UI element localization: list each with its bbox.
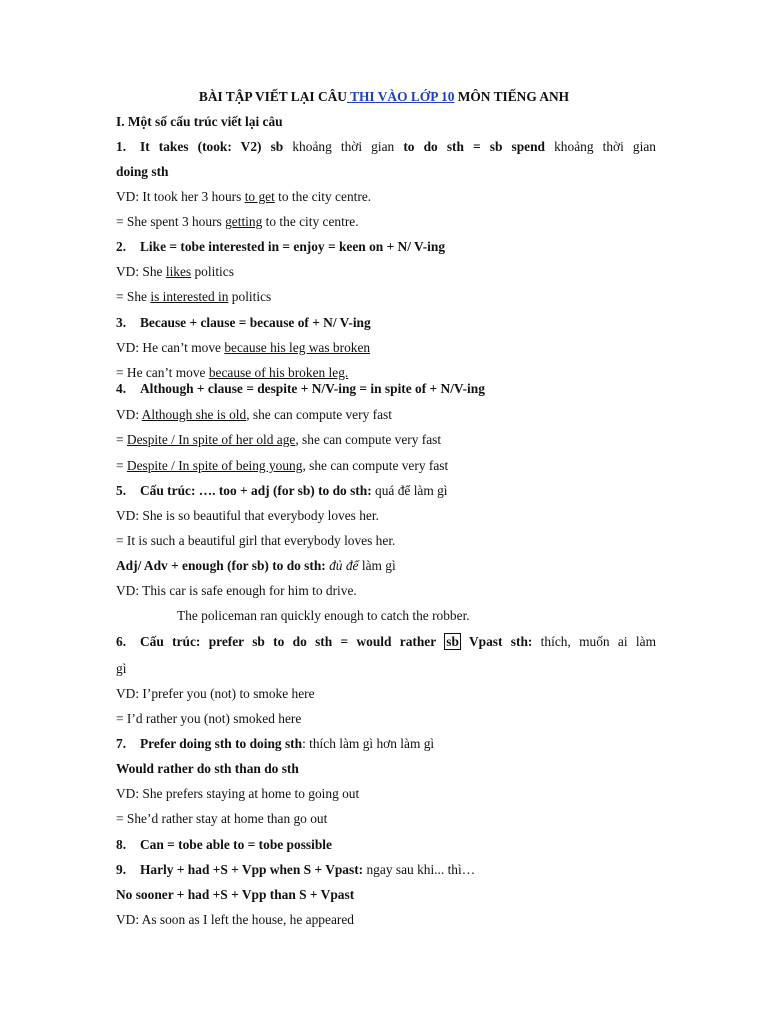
example-line bbox=[116, 188, 656, 206]
underlined-text: Although she is old bbox=[141, 407, 247, 422]
example-text: to the city centre. bbox=[274, 189, 372, 204]
meaning-text: ngay sau khi... thì… bbox=[363, 862, 476, 877]
example-text: , she can compute very fast bbox=[302, 458, 449, 473]
underlined-text: getting bbox=[225, 214, 263, 229]
item-number: 5. bbox=[116, 483, 127, 498]
meaning-text: : thích làm gì hơn làm gì bbox=[302, 736, 435, 751]
example-line: VD: She is so beautiful that everybody loves her. bbox=[116, 508, 379, 523]
underlined-text: because of his broken leg. bbox=[208, 365, 349, 380]
example-text: = He can’t move bbox=[116, 365, 209, 380]
example-line bbox=[116, 457, 656, 475]
rule-5 bbox=[116, 482, 656, 500]
example-line: VD: She prefers staying at home to going out bbox=[116, 786, 360, 801]
example-line: VD: As soon as I left the house, he appeared bbox=[116, 912, 354, 927]
example-line: = She’d rather stay at home than go out bbox=[116, 811, 328, 826]
example-line: = I’d rather you (not) smoked here bbox=[116, 711, 302, 726]
item-number: 1. bbox=[116, 139, 127, 154]
rule-text: Adj/ Adv + enough (for sb) to do sth: bbox=[116, 558, 326, 573]
example-line bbox=[116, 288, 656, 306]
meaning-text: đủ để bbox=[325, 558, 359, 573]
example-text: , she can compute very fast bbox=[295, 432, 442, 447]
rule-text: khoảng thời gian bbox=[283, 139, 404, 154]
example-line bbox=[116, 263, 656, 281]
example-line bbox=[116, 339, 656, 357]
example-line: VD: This car is safe enough for him to drive. bbox=[116, 583, 357, 598]
example-text: politics bbox=[228, 289, 272, 304]
item-number: 8. bbox=[116, 837, 127, 852]
rule-text: Harly + had +S + Vpp when S + Vpast: bbox=[140, 862, 364, 877]
example-line bbox=[116, 431, 656, 449]
example-text: = bbox=[116, 458, 127, 473]
rule-text: Although + clause = despite + N/V-ing = in spite of + N/V-ing bbox=[140, 381, 485, 396]
rule-text: Cấu trúc: …. too + adj (for sb) to do sth: bbox=[140, 483, 372, 498]
example-text: politics bbox=[191, 264, 234, 279]
rule-9 bbox=[116, 861, 656, 879]
section-heading: I. Một số cấu trúc viết lại câu bbox=[116, 114, 283, 129]
meaning-text: thích, muốn ai làm bbox=[532, 634, 656, 649]
rule-6 bbox=[116, 633, 656, 651]
example-line: VD: I’prefer you (not) to smoke here bbox=[116, 686, 315, 701]
example-text: VD: bbox=[116, 407, 142, 422]
example-text: = She spent 3 hours bbox=[116, 214, 226, 229]
sub-rule: No sooner + had +S + Vpp than S + Vpast bbox=[116, 887, 355, 902]
example-line bbox=[116, 213, 656, 231]
underlined-text: because his leg was broken bbox=[224, 340, 371, 355]
item-number: 3. bbox=[116, 315, 127, 330]
underlined-text: is interested in bbox=[150, 289, 229, 304]
sub-rule bbox=[116, 557, 656, 575]
boxed-text: sb bbox=[446, 634, 459, 649]
rule-text: Like = tobe interested in = enjoy = keen on + N/ V-ing bbox=[140, 239, 446, 254]
example-text: = bbox=[116, 432, 127, 447]
rule-4 bbox=[116, 380, 656, 398]
rule-1-continuation: doing sth bbox=[116, 164, 169, 179]
meaning-text: làm gì bbox=[358, 558, 396, 573]
item-number: 9. bbox=[116, 862, 127, 877]
rule-6-continuation: gì bbox=[116, 661, 127, 676]
rule-text: Cấu trúc: prefer sb to do sth = would rather bbox=[140, 634, 445, 649]
title-link[interactable]: THI VÀO LỚP 10 bbox=[346, 89, 455, 104]
example-text: to the city centre. bbox=[262, 214, 359, 229]
rule-text: Can = tobe able to = tobe possible bbox=[140, 837, 332, 852]
rule-text: It takes (took: V2) sb bbox=[140, 139, 284, 154]
rule-1 bbox=[116, 138, 656, 156]
example-text: VD: She bbox=[116, 264, 166, 279]
rule-text: khoảng thời gian bbox=[545, 139, 656, 154]
item-number: 7. bbox=[116, 736, 127, 751]
underlined-text: Despite / In spite of being young bbox=[126, 458, 303, 473]
example-text: , she can compute very fast bbox=[246, 407, 392, 422]
underlined-text: Despite / In spite of her old age bbox=[126, 432, 296, 447]
meaning-text: quá để làm gì bbox=[371, 483, 448, 498]
example-text: = She bbox=[116, 289, 151, 304]
document-title bbox=[116, 88, 652, 106]
item-number: 2. bbox=[116, 239, 127, 254]
rule-8 bbox=[116, 836, 656, 854]
rule-7 bbox=[116, 735, 656, 753]
rule-text: Vpast sth: bbox=[460, 634, 533, 649]
example-line: The policeman ran quickly enough to catch the robber. bbox=[177, 608, 470, 623]
item-number: 6. bbox=[116, 634, 127, 649]
example-text: VD: It took her 3 hours bbox=[116, 189, 245, 204]
rule-3 bbox=[116, 314, 656, 332]
rule-2 bbox=[116, 238, 656, 256]
rule-text: to do sth = sb spend bbox=[403, 139, 546, 154]
underlined-text: likes bbox=[165, 264, 192, 279]
underlined-text: to get bbox=[244, 189, 275, 204]
example-text: VD: He can’t move bbox=[116, 340, 225, 355]
example-line: = It is such a beautiful girl that everybody loves her. bbox=[116, 533, 396, 548]
sub-rule: Would rather do sth than do sth bbox=[116, 761, 299, 776]
rule-text: Because + clause = because of + N/ V-ing bbox=[140, 315, 371, 330]
example-line bbox=[116, 406, 656, 424]
item-number: 4. bbox=[116, 381, 127, 396]
title-text-end: MÔN TIẾNG ANH bbox=[454, 89, 570, 104]
rule-text: Prefer doing sth to doing sth bbox=[140, 736, 303, 751]
title-text: BÀI TẬP VIẾT LẠI CÂU bbox=[198, 89, 347, 104]
